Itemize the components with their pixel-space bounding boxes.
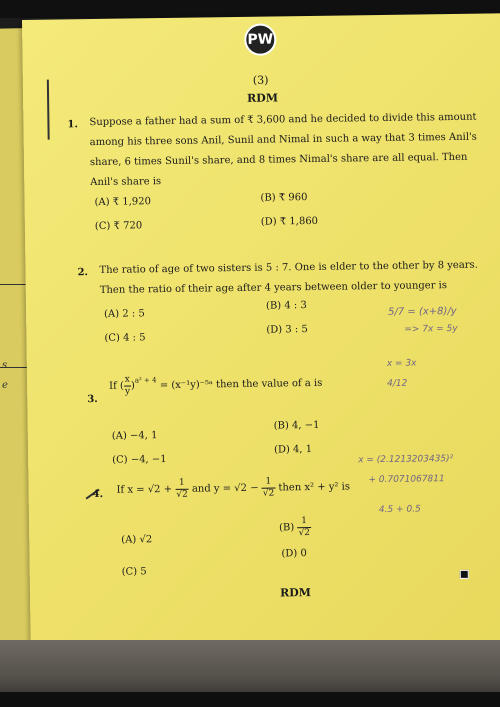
fraction (124, 375, 131, 398)
question-4-number: 4. (92, 488, 104, 501)
numerator: 1 (262, 477, 276, 489)
fraction (297, 516, 311, 539)
left-page-fragment: e (2, 380, 8, 391)
question-2-option-b: (B) 4 : 3 (265, 300, 307, 312)
margin-line (47, 80, 50, 140)
question-line: among his three sons Anil, Sunil and Nimal in such a way that 3 times Anil's (89, 131, 477, 149)
handwritten-note: x = (2.1213203435)² (358, 454, 454, 466)
question-3-number: 3. (87, 393, 98, 406)
handwritten-note: => 7x = 5y (404, 323, 458, 335)
question-4-option-a: (A) √2 (121, 534, 153, 546)
handwritten-note: 4.5 + 0.5 (378, 504, 421, 516)
paper-code-header: RDM (247, 91, 279, 105)
question-line: Suppose a father had a sum of ₹ 3,600 and he decided to divide this amount (89, 111, 477, 129)
question-2-option-d: (D) 3 : 5 (266, 324, 308, 336)
exponent: a² + 4 (134, 376, 157, 385)
fraction (175, 478, 189, 501)
question-4-option-b (279, 516, 311, 539)
handwritten-note: + 0.7071067811 (368, 474, 445, 486)
denominator: y (124, 386, 131, 397)
fraction (262, 477, 276, 500)
numerator: x (124, 375, 131, 387)
math-text: = (x⁻¹y)⁻⁵ᵃ then the value of a is (159, 377, 323, 392)
math-text: If x = √2 + (116, 483, 173, 496)
option-label: (B) (279, 522, 295, 534)
question-line: The ratio of age of two sisters is 5 : 7. One is elder to the other by 8 years. (99, 259, 478, 276)
bottom-dark-border (0, 692, 500, 707)
math-text: and y = √2 − (191, 482, 259, 495)
question-4-text (116, 475, 350, 501)
numerator: 1 (297, 516, 311, 528)
question-2-number: 2. (77, 267, 89, 279)
math-text: then x² + y² is (278, 481, 351, 494)
question-line: share, 6 times Sunil's share, and 8 times Nimal's share are all equal. Then (89, 151, 468, 169)
question-1-option-b: (B) ₹ 960 (260, 192, 308, 204)
numerator: 1 (175, 478, 189, 490)
math-text: If (109, 380, 117, 392)
denominator: √2 (298, 528, 311, 539)
question-4-option-c: (C) 5 (121, 566, 147, 578)
question-1-text (89, 108, 477, 193)
left-page-fragment: s (2, 360, 8, 371)
question-3-option-d: (D) 4, 1 (273, 443, 313, 456)
question-3-text: If ( $\frac{x}{y}$ )$^{a^2 + 4}$ = (x⁻¹y)⁻⁵ᵃ then the value of a is (109, 374, 323, 397)
question-3-option-a: (A) −4, 1 (111, 430, 158, 442)
question-2-text (99, 256, 478, 301)
question-1-number: 1. (67, 119, 78, 131)
question-1-option-c: (C) ₹ 720 (94, 220, 143, 233)
handwritten-note: 5/7 = (x+8)/y (388, 305, 457, 318)
question-3-option-c: (C) −4, −1 (112, 454, 167, 466)
question-line: Anil's share is (90, 176, 162, 189)
question-3-option-b: (B) 4, −1 (273, 419, 320, 432)
handwritten-note: 4/12 (387, 378, 408, 389)
question-4-option-d: (D) 0 (281, 548, 307, 560)
corner-marker (460, 570, 469, 579)
question-1-option-a: (A) ₹ 1,920 (94, 196, 152, 209)
handwritten-note: x = 3x (386, 358, 417, 369)
question-2-option-c: (C) 4 : 5 (104, 332, 146, 344)
denominator: √2 (176, 489, 188, 500)
exam-page (22, 13, 500, 660)
paper-code-footer: RDM (279, 586, 311, 600)
denominator: √2 (262, 488, 275, 499)
question-line: Then the ratio of their age after 4 years between older to younger is (99, 280, 448, 296)
page-number: (3) (252, 73, 269, 87)
question-1-option-d: (D) ₹ 1,860 (260, 215, 319, 228)
question-2-option-a: (A) 2 : 5 (104, 308, 145, 320)
pw-logo: PW (244, 23, 276, 55)
